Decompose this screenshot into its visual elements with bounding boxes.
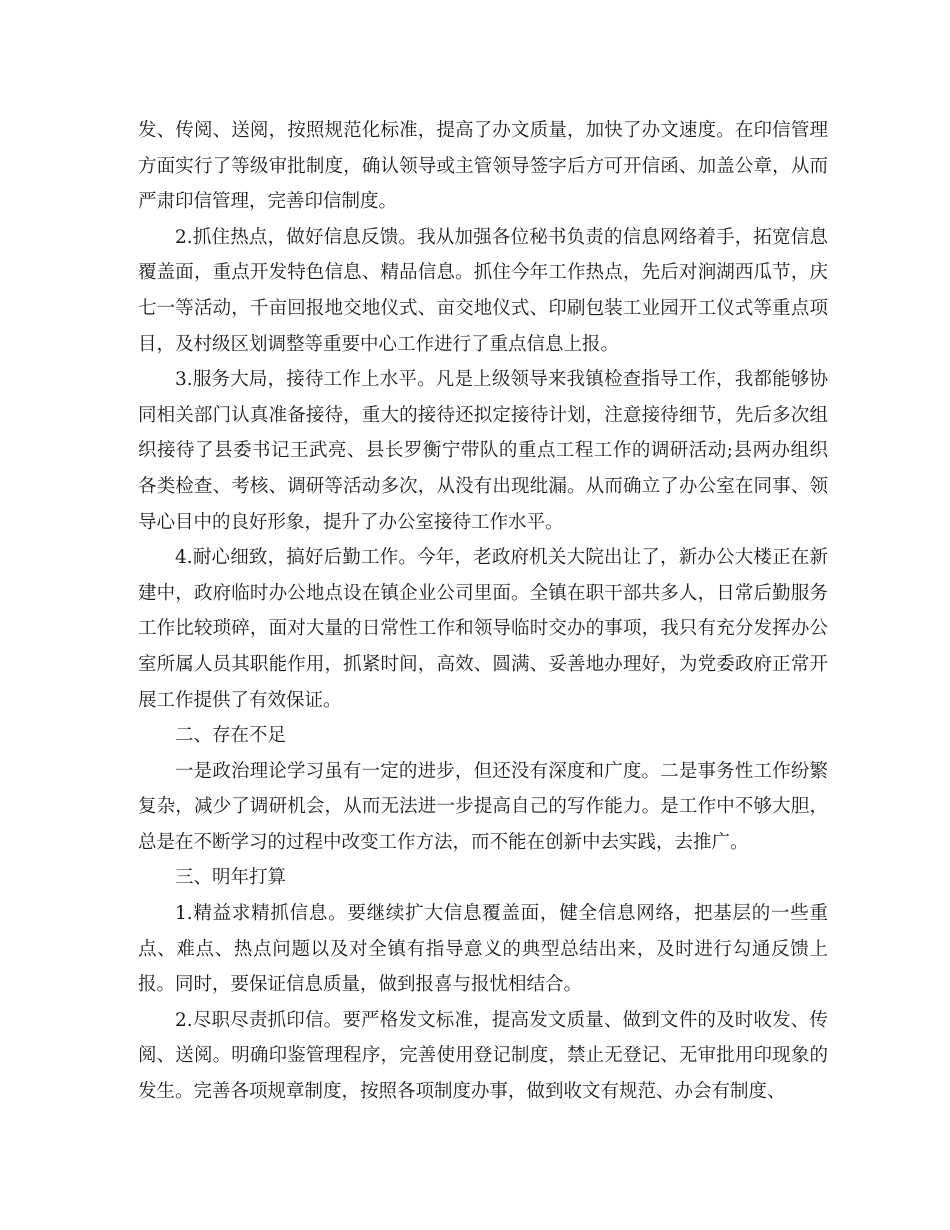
paragraph-plan-seals: 2.尽职尽责抓印信。要严格发文标准，提高发文质量、做到文件的及时收发、传阅、送阅。明确印鉴管理程序，完善使用登记制度，禁止无登记、无审批用印现象的发生。完善各项规章制度，按照各项制度办事，做到收文有规范、办会有制度、 — [138, 1009, 828, 1103]
paragraph-shortcomings: 一是政治理论学习虽有一定的进步，但还没有深度和广度。二是事务性工作纷繁复杂，减少了调研机会，从而无法进一步提高自己的写作能力。是工作中不够大胆，总是在不断学习的过程中改变工作方法，而不能在创新中去实践，去推广。 — [138, 760, 828, 853]
section-heading-next-year-plan: 三、明年打算 — [175, 867, 287, 889]
paragraph-reception: 3.服务大局，接待工作上水平。凡是上级领导来我镇检查指导工作，我都能够协同相关部门认真准备接待，重大的接待还拟定接待计划，注意接待细节，先后多次组织接待了县委书记王武亮、县长罗衡宁带队的重点工程工作的调研活动;县两办组织各类检查、考核、调研等活动多次，从没有出现纰漏。从而确立了办公室在同事、领导心目中的良好形象，提升了办公室接待工作水平。 — [138, 369, 828, 533]
paragraph-hotspot-info: 2.抓住热点，做好信息反馈。我从加强各位秘书负责的信息网络着手，拓宽信息覆盖面，重点开发特色信息、精品信息。抓住今年工作热点，先后对涧湖西瓜节，庆七一等活动，千亩回报地交地仪式、亩交地仪式、印刷包装工业园开工仪式等重点项目，及村级区划调整等重要中心工作进行了重点信息上报。 — [138, 226, 828, 355]
paragraph-continuation: 发、传阅、送阅，按照规范化标准，提高了办文质量，加快了办文速度。在印信管理方面实行了等级审批制度，确认领导或主管领导签字后方可开信函、加盖公章，从而严肃印信管理，完善印信制度。 — [138, 120, 828, 213]
document-body — [138, 113, 828, 1110]
section-heading-shortcomings: 二、存在不足 — [175, 725, 287, 747]
paragraph-plan-information: 1.精益求精抓信息。要继续扩大信息覆盖面，健全信息网络，把基层的一些重点、难点、热点问题以及对全镇有指导意义的典型总结出来，及时进行勾通反馈上报。同时，要保证信息质量，做到报喜与报忧相结合。 — [138, 903, 828, 996]
paragraph-logistics: 4.耐心细致，搞好后勤工作。今年，老政府机关大院出让了，新办公大楼正在新建中，政府临时办公地点设在镇企业公司里面。全镇在职干部共多人，日常后勤服务工作比较琐碎，面对大量的日常性工作和领导临时交办的事项，我只有充分发挥办公室所属人员其职能作用，抓紧时间，高效、圆满、妥善地办理好，为党委政府正常开展工作提供了有效保证。 — [138, 547, 828, 711]
